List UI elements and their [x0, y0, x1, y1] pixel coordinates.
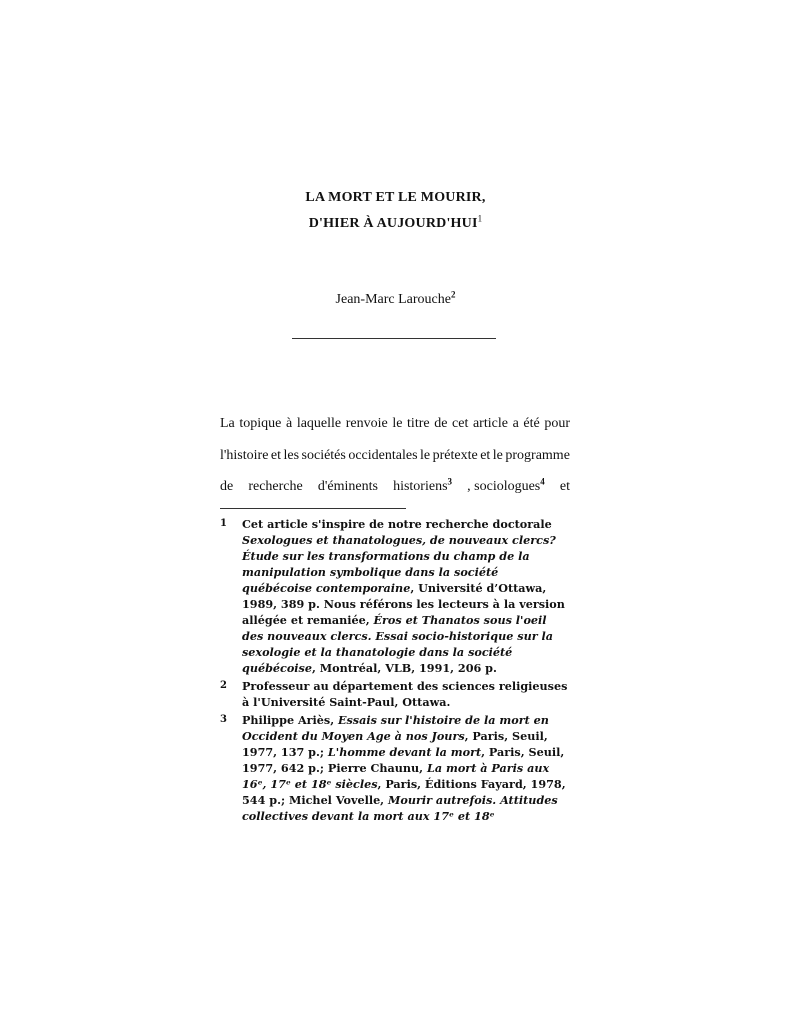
body-word: programme	[505, 448, 570, 463]
footnote-italic-title: Éros et Thanatos sous l'oeil des nouveaux clercs. Essai socio-historique sur la sexologie et la thanatologie dans la société québécoise	[242, 613, 553, 675]
body-word: de	[434, 416, 448, 431]
footnote-italic-title: Mourir autrefois. Attitudes collectives devant la mort aux 17ᵉ et 18ᵉ	[242, 793, 558, 823]
footnote-ref-3[interactable]: 3	[447, 476, 453, 487]
footnote-separator-rule	[220, 508, 406, 509]
body-word: topique	[239, 416, 282, 431]
title-text-2: D'HIER À AUJOURD'HUI	[308, 216, 478, 231]
author-line	[0, 289, 791, 308]
body-word: d'éminents	[317, 479, 378, 494]
footnote-text-run: Cet article s'inspire de notre recherche doctorale	[242, 517, 552, 531]
author-name: Jean-Marc Larouche	[335, 292, 451, 307]
footnote-text	[242, 516, 570, 676]
body-word: historiens	[393, 479, 448, 494]
footnote-text	[242, 712, 570, 824]
body-word: recherche	[248, 479, 303, 494]
footnote-text-run: , Paris, Seuil, 1977, 137 p.;	[242, 729, 548, 759]
body-word: occidentales	[348, 448, 418, 463]
body-word: cet	[452, 416, 469, 431]
body-word-with-ref	[393, 476, 453, 495]
body-word-with-ref	[467, 476, 545, 495]
body-word: le	[420, 448, 431, 463]
body-word: le	[492, 448, 503, 463]
footnote-3	[220, 712, 570, 824]
footnote-text-run: , Paris, Éditions Fayard, 1978, 544 p.; Michel Vovelle,	[242, 777, 566, 807]
body-word: à	[285, 416, 293, 431]
footnote-text-run: , Montréal, VLB, 1991, 206 p.	[311, 661, 497, 675]
title-text-1: LA MORT ET LE MOURIR,	[305, 190, 486, 205]
footnote-number: 2	[220, 680, 227, 691]
body-word: renvoie	[345, 416, 388, 431]
footnote-2	[220, 678, 570, 710]
body-word: sociétés	[301, 448, 346, 463]
body-word: pour	[544, 416, 570, 431]
body-word: l'histoire	[220, 448, 269, 463]
footnote-number: 3	[220, 714, 227, 725]
body-word: article	[472, 416, 508, 431]
author-footnote-ref[interactable]: 2	[450, 289, 456, 300]
footnote-text-run: , Université d’Ottawa, 1989, 389 p. Nous référons les lecteurs à la version allégée et remaniée,	[242, 581, 565, 627]
footnotes-section	[220, 516, 570, 826]
footnote-number: 1	[220, 518, 227, 529]
body-word: , sociologues	[467, 479, 541, 494]
body-word: le	[392, 416, 403, 431]
footnote-text-run: Philippe Ariès,	[242, 713, 338, 727]
footnote-text-run: Professeur au département des sciences religieuses à l'Université Saint-Paul, Ottawa.	[242, 679, 568, 709]
article-title-line-2	[0, 213, 791, 232]
footnote-italic-title: Sexologues et thanatologues, de nouveaux clercs? Étude sur les transformations du champ de la manipulation symbolique dans la société québécoise contemporaine	[242, 533, 556, 595]
title-footnote-ref[interactable]: 1	[477, 213, 483, 224]
body-line-2	[220, 448, 570, 464]
footnote-1	[220, 516, 570, 676]
article-title-line-1	[0, 190, 791, 206]
body-word: de	[220, 479, 234, 494]
footnote-italic-title: L'homme devant la mort	[327, 745, 482, 759]
footnote-text-run: , Paris, Seuil, 1977, 642 p.; Pierre Chaunu,	[242, 745, 565, 775]
body-word: prétexte	[432, 448, 478, 463]
footnote-ref-4[interactable]: 4	[540, 476, 545, 487]
body-word: a	[512, 416, 519, 431]
body-word: laquelle	[296, 416, 342, 431]
footnote-italic-title: Essais sur l'histoire de la mort en Occident du Moyen Age à nos Jours	[242, 713, 549, 743]
body-word: La	[220, 416, 235, 431]
body-word: les	[283, 448, 300, 463]
body-word: et	[480, 448, 491, 463]
body-word: été	[523, 416, 540, 431]
author-separator-rule	[292, 338, 496, 339]
body-word: titre	[407, 416, 430, 431]
footnote-italic-title: La mort à Paris aux 16ᵉ, 17ᵉ et 18ᵉ siècles	[242, 761, 550, 791]
body-line-1	[220, 416, 570, 432]
body-word: et	[270, 448, 281, 463]
body-word: et	[559, 479, 570, 494]
footnote-text	[242, 678, 570, 710]
body-line-3	[220, 476, 570, 495]
